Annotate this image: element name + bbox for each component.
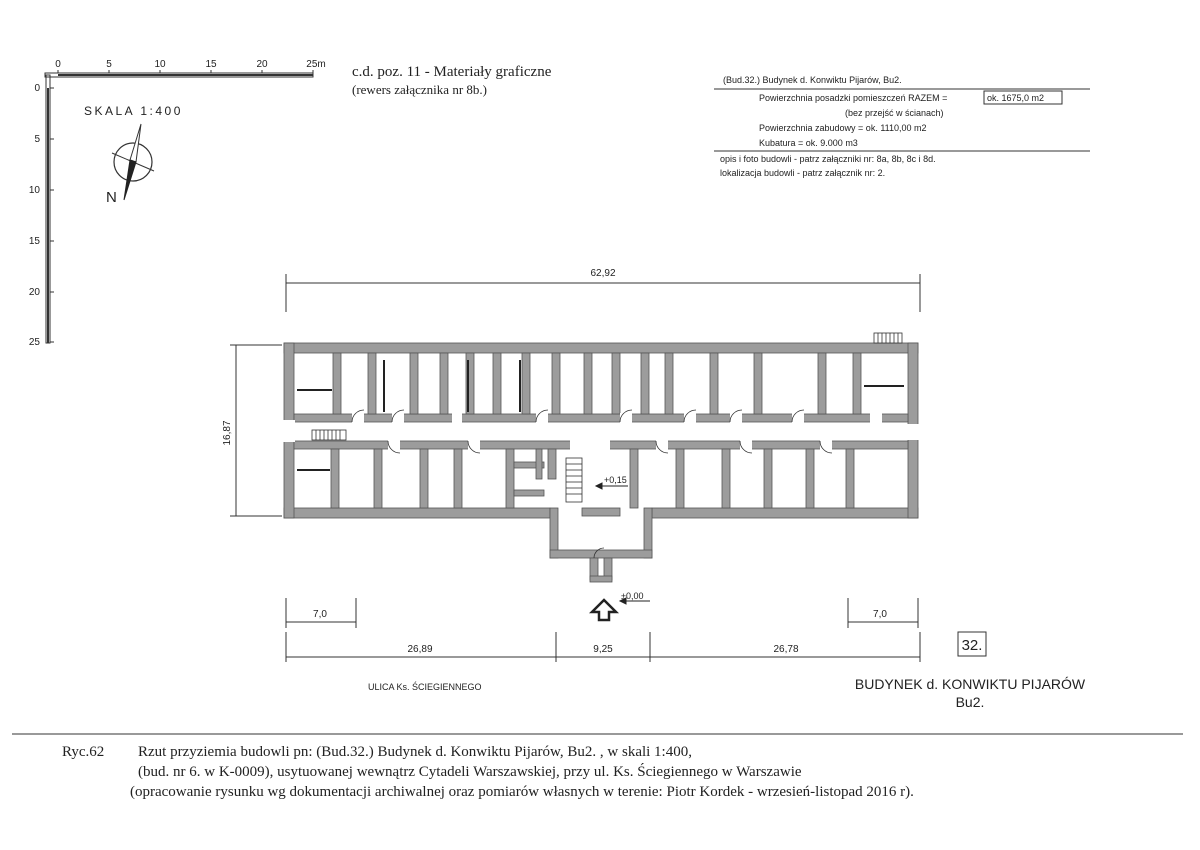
staircase-icon	[874, 333, 902, 343]
scale-tick-label: 5	[106, 59, 112, 70]
figure-caption	[62, 742, 1182, 802]
scale-tick-label: 5	[34, 134, 40, 145]
reference-description: opis i foto budowli - patrz załączniki nr: 8a, 8b, 8c i 8d.	[720, 154, 936, 164]
dimension-label: 62,92	[590, 268, 616, 279]
floor-area-value: ok. 1675,0 m2	[987, 93, 1045, 103]
dimension-depth	[230, 345, 282, 516]
scale-tick-label: 10	[28, 185, 40, 196]
entrance-level-label: ±0,00	[621, 591, 644, 601]
dimension-label: 26,78	[773, 644, 799, 655]
scale-tick-label: 25m	[306, 59, 326, 70]
caption-line-3: (opracowanie rysunku wg dokumentacji archiwalnej oraz pomiarów własnych w terenie: Piotr Kordek - wrzesień-listopad 2016 r).	[130, 784, 914, 800]
staircase-icon	[312, 430, 346, 440]
scale-tick-label: 0	[34, 83, 40, 94]
north-label: N	[106, 189, 117, 206]
caption-line-2: (bud. nr 6. w K-0009), usytuowanej wewnątrz Cytadeli Warszawskiej, przy ul. Ks. Ściegiennego w Warszawie	[138, 764, 802, 780]
building-title: BUDYNEK d. KONWIKTU PIJARÓW	[854, 676, 1086, 692]
floor-area-label: Powierzchnia posadzki pomieszczeń RAZEM =	[759, 93, 948, 103]
scale-tick-label: 15	[28, 236, 40, 247]
page-title: c.d. poz. 11 - Materiały graficzne	[352, 64, 552, 80]
page-subtitle: (rewers załącznika nr 8b.)	[352, 82, 487, 97]
dimension-label: 7,0	[313, 609, 327, 620]
dimension-total-width	[286, 274, 920, 312]
scale-tick-label: 20	[28, 287, 40, 298]
entrance-arrow-icon	[592, 600, 616, 620]
north-arrow-icon	[112, 124, 154, 200]
info-block	[714, 75, 1090, 178]
scale-bar-horizontal	[45, 59, 326, 77]
dimension-label: 9,25	[593, 644, 613, 655]
scale-tick-label: 20	[256, 59, 268, 70]
street-label: ULICA Ks. ŚCIEGIENNEGO	[368, 682, 482, 692]
building-ref: (Bud.32.) Budynek d. Konwiktu Pijarów, Bu2.	[723, 75, 902, 85]
scale-tick-label: 15	[205, 59, 217, 70]
scale-label: SKALA 1:400	[84, 104, 183, 118]
dimension-label: 16,87	[222, 420, 233, 446]
built-area: Powierzchnia zabudowy = ok. 1110,00 m2	[759, 123, 927, 133]
building-code: Bu2.	[955, 694, 985, 710]
dimension-label: 26,89	[407, 644, 433, 655]
floor-plan	[283, 333, 919, 582]
reference-location: lokalizacja budowli - patrz załącznik nr: 2.	[720, 168, 886, 178]
caption-text: Rzut przyziemia budowli pn: (Bud.32.) Budynek d. Konwiktu Pijarów, Bu2. , w skali 1:400,	[138, 744, 692, 760]
staircase-icon	[566, 458, 582, 502]
scale-tick-label: 10	[154, 59, 166, 70]
volume: Kubatura = ok. 9.000 m3	[759, 138, 858, 148]
caption-line-1	[62, 742, 1182, 762]
floor-level-label: +0,15	[604, 475, 627, 485]
scale-tick-label: 0	[55, 59, 61, 70]
dimension-label: 7,0	[873, 609, 887, 620]
floor-area-note: (bez przejść w ścianach)	[845, 108, 944, 118]
sheet-number: 32.	[961, 637, 983, 654]
scale-tick-label: 25	[28, 337, 40, 348]
scale-bar-vertical	[29, 75, 54, 348]
figure-number: Ryc.62	[62, 744, 105, 760]
